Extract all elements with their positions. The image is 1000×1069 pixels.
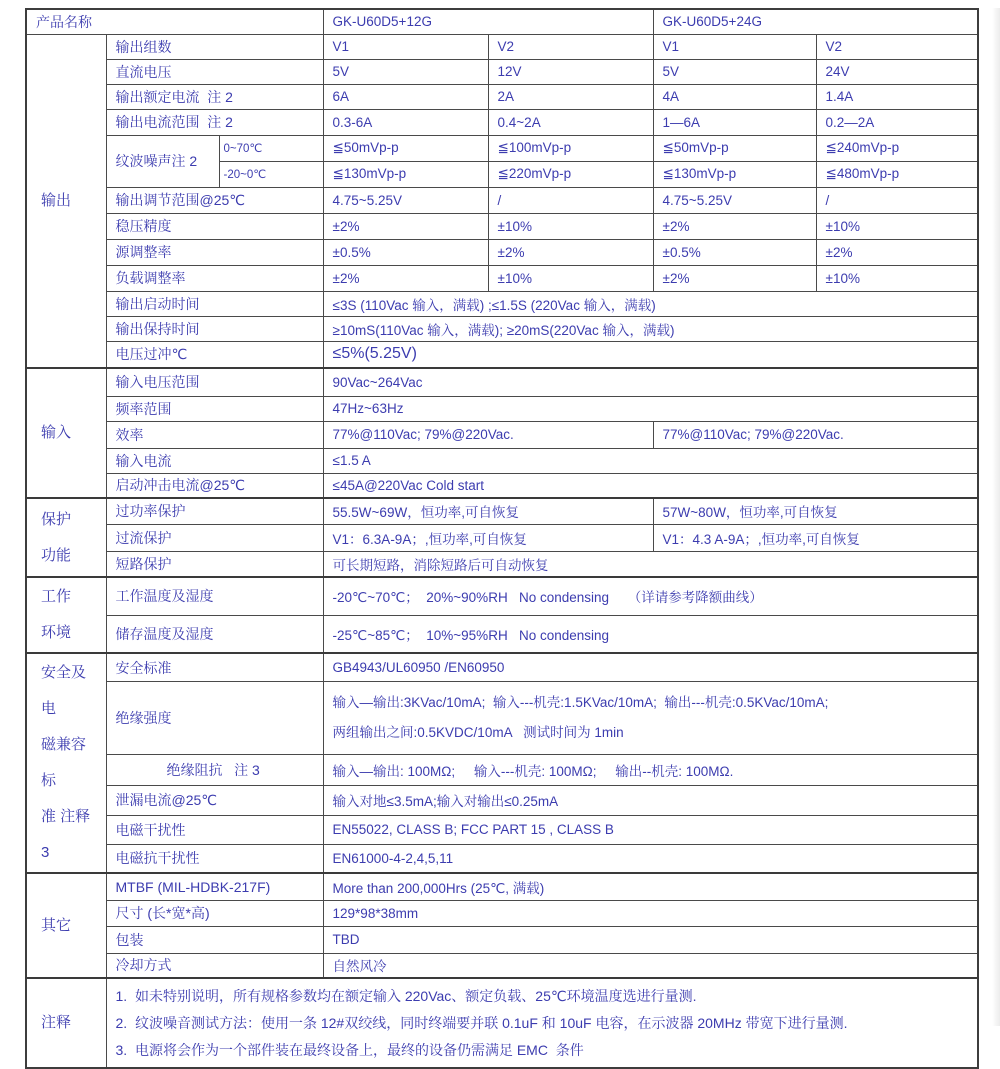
adjust-range-row xyxy=(26,187,978,213)
section-notes: 注释 xyxy=(26,978,106,1068)
value-cell: 12V xyxy=(488,59,653,84)
line-regulation-row xyxy=(26,239,978,265)
inrush-current-row xyxy=(26,473,978,498)
packing-label: 包装 xyxy=(106,926,323,953)
value-cell: 77%@110Vac; 79%@220Vac. xyxy=(653,421,978,448)
value-cell: ±0.5% xyxy=(653,239,816,265)
section-input: 输入 xyxy=(26,368,106,498)
value-cell: ≦50mVp-p xyxy=(653,135,816,161)
section-safety-emc: 安全及电 磁兼容标 准 注释 3 xyxy=(26,653,106,873)
insulation-strength-label: 绝缘强度 xyxy=(106,682,323,755)
value-cell: ±2% xyxy=(323,265,488,291)
value-cell: ≦130mVp-p xyxy=(653,161,816,187)
value-cell: ≦480mVp-p xyxy=(816,161,978,187)
value-cell: ≤5%(5.25V) xyxy=(323,341,978,368)
value-cell: ±2% xyxy=(653,213,816,239)
value-cell: V1：4.3 A-9A；,恒功率,可自恢复 xyxy=(653,524,978,551)
dimensions-label: 尺寸 (长*宽*高) xyxy=(106,900,323,926)
value-cell: 输入—输出:3KVac/10mA; 输入---机壳:1.5KVac/10mA; 输出---机壳:0.5KVac/10mA; 两组输出之间:0.5KVDC/10mA 测试时间为 1min xyxy=(323,682,978,755)
input-current-label: 输入电流 xyxy=(106,448,323,473)
note-item: 2. 纹波噪音测试方法：使用一条 12#双绞线，同时终端要并联 0.1uF 和 10uF 电容，在示波器 20MHz 带宽下进行量测. xyxy=(115,1014,848,1031)
value-cell: V1 xyxy=(653,34,816,59)
output-groups-label: 输出组数 xyxy=(106,34,323,59)
value-cell: ±10% xyxy=(488,213,653,239)
frequency-label: 频率范围 xyxy=(106,396,323,421)
overshoot-row xyxy=(26,341,978,368)
notes-content xyxy=(106,978,978,1068)
short-circuit-row xyxy=(26,551,978,577)
current-range-label: 输出电流范围 注 2 xyxy=(106,109,323,135)
mtbf-row xyxy=(26,873,978,900)
efficiency-label: 效率 xyxy=(106,421,323,448)
value-cell: 0.2—2A xyxy=(816,109,978,135)
value-cell: ≦220mVp-p xyxy=(488,161,653,187)
value-cell: V2 xyxy=(488,34,653,59)
value-cell: 输入—输出: 100MΩ; 输入---机壳: 100MΩ; 输出--机壳: 100MΩ. xyxy=(323,754,978,785)
value-cell: ±10% xyxy=(816,213,978,239)
value-cell: ±2% xyxy=(323,213,488,239)
ripple-noise-label: 纹波噪声注 2 xyxy=(106,135,219,187)
storage-temp-label: 储存温度及湿度 xyxy=(106,615,323,653)
ripple-hot-range-label: 0~70℃ xyxy=(219,135,323,161)
value-cell: V1 xyxy=(323,34,488,59)
operating-temp-label: 工作温度及湿度 xyxy=(106,577,323,615)
value-cell: ≦130mVp-p xyxy=(323,161,488,187)
value-cell: ±10% xyxy=(816,265,978,291)
startup-time-label: 输出启动时间 xyxy=(106,291,323,316)
adjust-range-label: 输出调节范围@25℃ xyxy=(106,187,323,213)
leakage-current-label: 泄漏电流@25℃ xyxy=(106,785,323,815)
rated-current-label: 输出额定电流 注 2 xyxy=(106,84,323,109)
leakage-current-row xyxy=(26,785,978,815)
value-cell: ≤45A@220Vac Cold start xyxy=(323,473,978,498)
output-groups-row xyxy=(26,34,978,59)
value-cell: EN55022, CLASS B; FCC PART 15 , CLASS B xyxy=(323,815,978,844)
value-cell: ±2% xyxy=(816,239,978,265)
over-current-row xyxy=(26,524,978,551)
insulation-strength-row xyxy=(26,682,978,755)
value-cell: / xyxy=(816,187,978,213)
value-cell: 47Hz~63Hz xyxy=(323,396,978,421)
product-name-label: 产品名称 xyxy=(26,9,323,34)
value-cell: -20℃~70℃； 20%~90%RH No condensing （详请参考降额曲线） xyxy=(323,577,978,615)
safety-standard-label: 安全标准 xyxy=(106,653,323,682)
value-cell: TBD xyxy=(323,926,978,953)
load-regulation-label: 负载调整率 xyxy=(106,265,323,291)
header-row xyxy=(26,9,978,34)
value-cell: More than 200,000Hrs (25℃, 满载) xyxy=(323,873,978,900)
holdup-time-row xyxy=(26,316,978,341)
model-a-name: GK-U60D5+12G xyxy=(323,9,653,34)
input-voltage-row xyxy=(26,368,978,396)
operating-temp-row xyxy=(26,577,978,615)
emi-row xyxy=(26,815,978,844)
dimensions-row xyxy=(26,900,978,926)
page-right-edge xyxy=(992,8,1000,1026)
value-cell: / xyxy=(488,187,653,213)
cooling-label: 冷却方式 xyxy=(106,953,323,978)
overshoot-label: 电压过冲℃ xyxy=(106,341,323,368)
dc-voltage-label: 直流电压 xyxy=(106,59,323,84)
emi-label: 电磁干扰性 xyxy=(106,815,323,844)
value-cell: 6A xyxy=(323,84,488,109)
input-voltage-label: 输入电压范围 xyxy=(106,368,323,396)
value-cell: ≦240mVp-p xyxy=(816,135,978,161)
short-circuit-label: 短路保护 xyxy=(106,551,323,577)
value-cell: 5V xyxy=(323,59,488,84)
inrush-current-label: 启动冲击电流@25℃ xyxy=(106,473,323,498)
value-cell: -25℃~85℃； 10%~95%RH No condensing xyxy=(323,615,978,653)
value-cell: 2A xyxy=(488,84,653,109)
value-cell: 4.75~5.25V xyxy=(653,187,816,213)
value-cell: EN61000-4-2,4,5,11 xyxy=(323,844,978,873)
value-cell: 自然风冷 xyxy=(323,953,978,978)
insulation-resistance-row xyxy=(26,754,978,785)
holdup-time-label: 输出保持时间 xyxy=(106,316,323,341)
over-power-row xyxy=(26,498,978,524)
value-cell: V2 xyxy=(816,34,978,59)
over-current-label: 过流保护 xyxy=(106,524,323,551)
value-cell: 129*98*38mm xyxy=(323,900,978,926)
value-cell: 0.4~2A xyxy=(488,109,653,135)
load-regulation-row xyxy=(26,265,978,291)
value-cell: ±2% xyxy=(488,239,653,265)
value-cell: ≦50mVp-p xyxy=(323,135,488,161)
startup-time-row xyxy=(26,291,978,316)
value-cell: ±10% xyxy=(488,265,653,291)
line-regulation-label: 源调整率 xyxy=(106,239,323,265)
packing-row xyxy=(26,926,978,953)
value-cell: 4A xyxy=(653,84,816,109)
value-cell: 55.5W~69W，恒功率,可自恢复 xyxy=(323,498,653,524)
input-current-row xyxy=(26,448,978,473)
mtbf-label: MTBF (MIL-HDBK-217F) xyxy=(106,873,323,900)
note-item: 1. 如未特别说明，所有规格参数均在额定输入 220Vac、额定负载、25℃环境温度选进行量测. xyxy=(115,987,697,1004)
section-other: 其它 xyxy=(26,873,106,978)
note-item: 3. 电源将会作为一个部件装在最终设备上，最终的设备仍需满足 EMC 条件 xyxy=(115,1041,584,1058)
value-cell: 4.75~5.25V xyxy=(323,187,488,213)
value-cell: ≥10mS(110Vac 输入，满载); ≥20mS(220Vac 输入，满载) xyxy=(323,316,978,341)
model-b-name: GK-U60D5+24G xyxy=(653,9,978,34)
insulation-resistance-label: 绝缘阻抗 注 3 xyxy=(106,754,323,785)
current-range-row xyxy=(26,109,978,135)
value-cell: 输入对地≤3.5mA;输入对输出≤0.25mA xyxy=(323,785,978,815)
value-cell: 57W~80W，恒功率,可自恢复 xyxy=(653,498,978,524)
value-cell: 1—6A xyxy=(653,109,816,135)
value-cell: ≦100mVp-p xyxy=(488,135,653,161)
value-cell: 0.3-6A xyxy=(323,109,488,135)
value-cell: ±2% xyxy=(653,265,816,291)
value-cell: 可长期短路，消除短路后可自动恢复 xyxy=(323,551,978,577)
section-protection: 保护 功能 xyxy=(26,498,106,577)
dc-voltage-row xyxy=(26,59,978,84)
value-cell: ±0.5% xyxy=(323,239,488,265)
value-cell: GB4943/UL60950 /EN60950 xyxy=(323,653,978,682)
regulation-accuracy-row xyxy=(26,213,978,239)
value-cell: 24V xyxy=(816,59,978,84)
value-cell: 77%@110Vac; 79%@220Vac. xyxy=(323,421,653,448)
ripple-cold-range-label: -20~0℃ xyxy=(219,161,323,187)
safety-standard-row xyxy=(26,653,978,682)
value-cell: 90Vac~264Vac xyxy=(323,368,978,396)
notes-row xyxy=(26,978,978,1068)
ems-label: 电磁抗干扰性 xyxy=(106,844,323,873)
frequency-row xyxy=(26,396,978,421)
rated-current-row xyxy=(26,84,978,109)
over-power-label: 过功率保护 xyxy=(106,498,323,524)
cooling-row xyxy=(26,953,978,978)
value-cell: ≤3S (110Vac 输入，满载) ;≤1.5S (220Vac 输入，满载) xyxy=(323,291,978,316)
ems-row xyxy=(26,844,978,873)
regulation-accuracy-label: 稳压精度 xyxy=(106,213,323,239)
value-cell: 5V xyxy=(653,59,816,84)
section-output: 输出 xyxy=(26,34,106,368)
value-cell: V1：6.3A-9A；,恒功率,可自恢复 xyxy=(323,524,653,551)
ripple-hot-row xyxy=(26,135,978,161)
value-cell: 1.4A xyxy=(816,84,978,109)
value-cell: ≤1.5 A xyxy=(323,448,978,473)
spec-table xyxy=(25,8,979,1069)
storage-temp-row xyxy=(26,615,978,653)
section-environment: 工作 环境 xyxy=(26,577,106,653)
efficiency-row xyxy=(26,421,978,448)
